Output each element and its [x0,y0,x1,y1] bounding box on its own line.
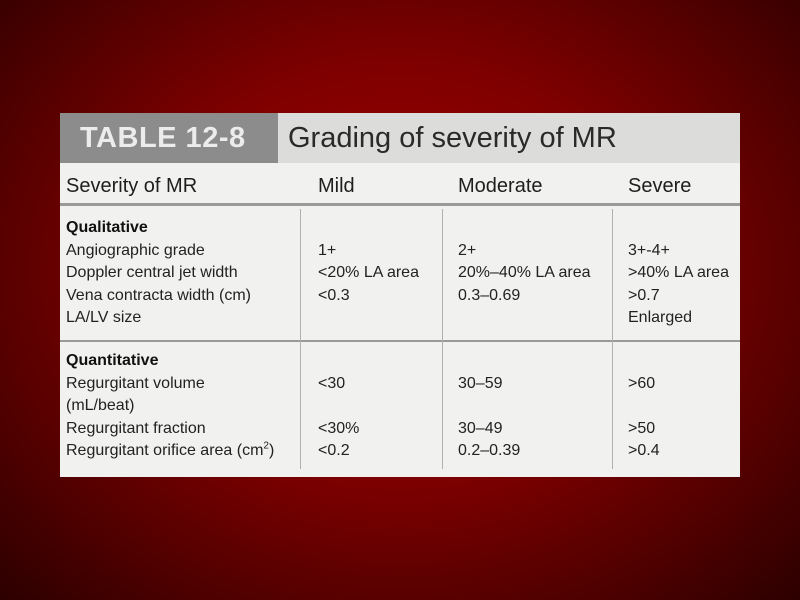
qualitative-label-column [66,217,251,330]
cell-mild: <0.3 [318,286,350,304]
cell-severe: >50 [628,419,656,437]
row-label: Angiographic grade [66,241,205,259]
cell-severe: >60 [628,374,656,392]
cell-moderate: 0.3–0.69 [458,286,521,304]
column-divider-2 [442,209,443,469]
header-severe: Severe [628,175,692,197]
section-divider [60,340,740,342]
cell-mild: <30% [318,419,360,437]
qualitative-moderate-column [458,217,591,307]
table-number-label: TABLE 12-8 [60,113,278,163]
cell-severe: >0.7 [628,286,660,304]
cell-moderate: 20%–40% LA area [458,264,591,281]
row-label: Regurgitant fraction [66,419,206,437]
header-severity: Severity of MR [66,175,198,197]
header-divider [60,203,740,206]
quantitative-moderate-column [458,350,520,463]
row-label: Vena contracta width (cm) [66,286,251,304]
cell-mild: <20% LA area [318,264,419,281]
quantitative-label-column [66,350,274,463]
row-label: Doppler central jet width [66,264,238,281]
cell-severe: >0.4 [628,442,660,459]
cell-moderate: 30–59 [458,374,503,392]
cell-mild: 1+ [318,241,337,259]
header-mild: Mild [318,175,355,197]
section-heading-quantitative: Quantitative [66,352,159,369]
column-divider-1 [300,209,301,469]
row-label-orifice-area: Regurgitant orifice area $(cm^2)$ [66,440,275,459]
row-label: (mL/beat) [66,397,135,414]
cell-moderate: 2+ [458,241,477,259]
cell-mild: <30 [318,374,346,392]
quantitative-mild-column [318,350,359,463]
cell-severe: >40% LA area [628,264,729,281]
table-title-bar [60,113,740,163]
row-label: Regurgitant volume [66,374,205,392]
table-title: Grading of severity of MR [288,122,617,154]
section-heading-qualitative: Qualitative [66,219,148,236]
cell-severe: Enlarged [628,309,693,326]
cell-moderate: 0.2–0.39 [458,442,521,459]
cell-mild: <0.2 [318,442,350,459]
quantitative-severe-column [628,350,660,463]
column-divider-3 [612,209,613,469]
qualitative-mild-column [318,217,419,307]
qualitative-severe-column [628,217,729,330]
cell-severe: 3+-4+ [628,241,670,259]
header-moderate: Moderate [458,175,543,197]
row-label: LA/LV size [66,309,142,326]
table-panel [60,113,740,477]
cell-moderate: 30–49 [458,419,503,437]
